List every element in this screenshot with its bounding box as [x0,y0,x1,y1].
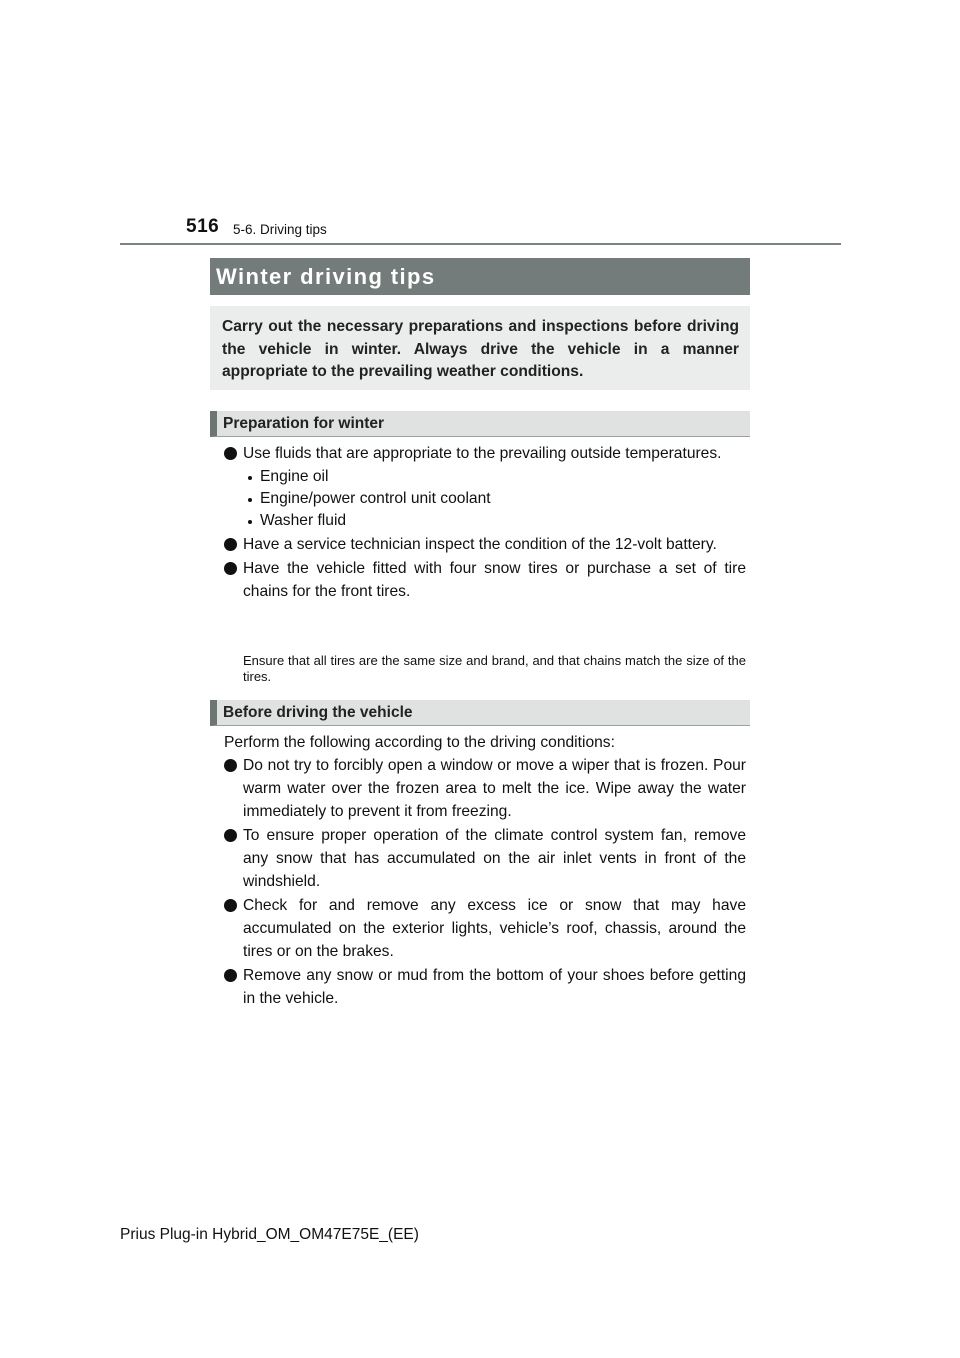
sub-list [243,466,746,532]
footer-text: Prius Plug-in Hybrid_OM_OM47E75E_(EE) [120,1226,419,1243]
sub-list-item [243,510,746,532]
sub-list-item [243,466,746,488]
before-driving-list [224,731,746,1011]
sub-list-item-text: Washer fluid [260,512,347,529]
header-rule [120,243,841,245]
note-text: Ensure that all tires are the same size and brand, and that chains match the size of the tires. [243,653,746,684]
before-driving-heading-text: Before driving the vehicle [223,703,413,721]
list-item [224,824,746,893]
list-item-text: Have the vehicle fitted with four snow tires or purchase a set of tire chains for the front tires. [243,560,746,600]
preparation-heading-text: Preparation for winter [223,414,385,432]
page-title: Winter driving tips [216,263,436,289]
list-item-text: Remove any snow or mud from the bottom of your shoes before getting in the vehicle. [243,967,746,1007]
sub-list-item [243,488,746,510]
list-item-text: Use fluids that are appropriate to the prevailing outside temperatures. [243,445,722,462]
preparation-list [224,442,746,604]
bullet-icon [224,538,237,551]
bullet-icon [224,759,237,772]
list-item-text: To ensure proper operation of the climate control system fan, remove any snow that has accumulated on the air inlet vents in front of the windshield. [243,827,746,890]
bullet-icon [224,447,237,460]
bullet-icon [224,829,237,842]
section-label: 5-6. Driving tips [233,222,327,237]
list-item [224,964,746,1010]
list-item [224,533,746,556]
intro-box [210,306,750,390]
intro-text: Carry out the necessary preparations and inspections before driving the vehicle in winter. Always drive the vehicle in a manner appropriate to the prevailing weather conditions. [222,318,739,380]
page-number: 516 [186,216,220,237]
sub-list-item-text: Engine/power control unit coolant [260,490,491,507]
list-item-text: Check for and remove any excess ice or snow that may have accumulated on the exterior lights, vehicle’s roof, chassis, around the tires or on the brakes. [243,897,746,960]
bullet-icon [224,562,237,575]
list-item [224,557,746,603]
sub-list-item-text: Engine oil [260,468,329,485]
list-item [224,442,746,465]
sub-bullet-icon [248,520,252,524]
before-driving-intro: Perform the following according to the driving conditions: [224,734,615,751]
preparation-heading [210,411,750,437]
list-item-text: Do not try to forcibly open a window or move a wiper that is frozen. Pour warm water over the frozen area to melt the ice. Wipe away the water immediately to prevent it from freezing. [243,757,746,820]
list-item [224,894,746,963]
list-item-text: Have a service technician inspect the condition of the 12-volt battery. [243,536,717,553]
before-driving-heading [210,700,750,726]
sub-bullet-icon [248,476,252,480]
title-bar [210,258,750,295]
sub-bullet-icon [248,498,252,502]
bullet-icon [224,969,237,982]
list-item [224,754,746,823]
bullet-icon [224,899,237,912]
